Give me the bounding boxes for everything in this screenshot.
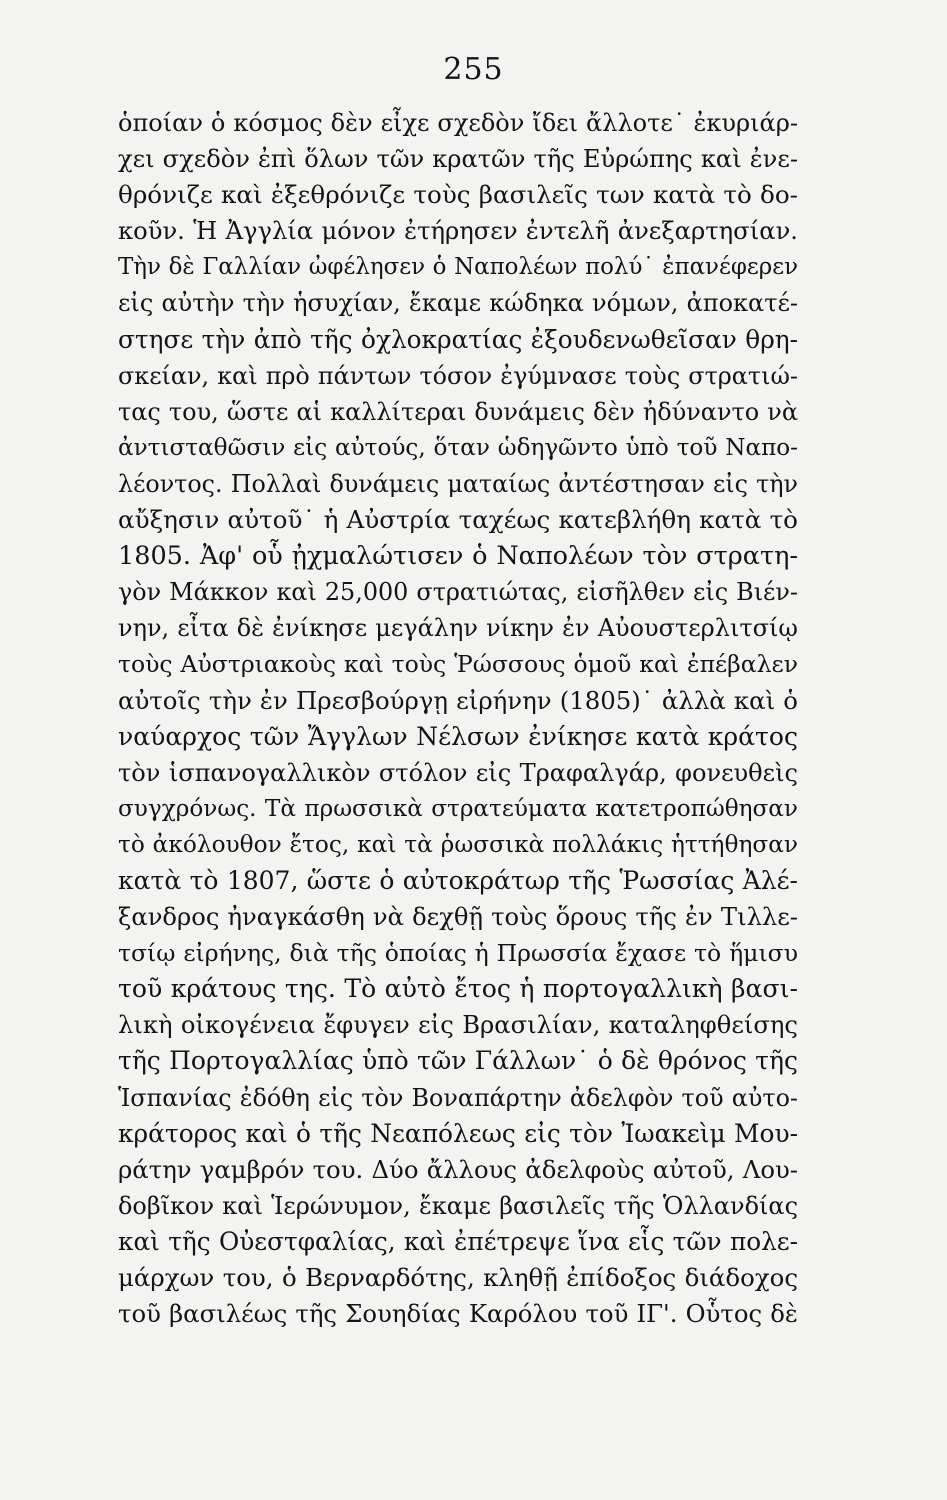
text-line: Τὴν δὲ Γαλλίαν ὠφέλησεν ὁ Ναπολέων πολύ˙ ἐπανέφερεν — [118, 254, 798, 281]
text-line: ράτην γαμβρόν του. Δύο ἄλλους ἀδελφοὺς αὐτοῦ, Λου- — [118, 1154, 798, 1184]
text-line: κοῦν. Ἡ Ἀγγλία μόνον ἐτήρησεν ἐντελῆ ἀνεξαρτησίαν. — [118, 217, 798, 246]
text-line: λέοντος. Πολλαὶ δυνάμεις ματαίως ἀντέστησαν εἰς τὴν — [118, 469, 798, 498]
text-line: σκείαν, καὶ πρὸ πάντων τόσον ἐγύμνασε τοὺς στρατιώ- — [118, 361, 798, 390]
text-line: ἀντισταθῶσιν εἰς αὐτούς, ὅταν ὡδηγῶντο ὑπὸ τοῦ Ναπο- — [118, 434, 798, 461]
text-line: μάρχων του, ὁ Βερναρδότης, κληθῇ ἐπίδοξος διάδοχος — [118, 1263, 798, 1292]
text-line: τας του, ὥστε αἱ καλλίτεραι δυνάμεις δὲν ἠδύναντο νὰ — [118, 397, 798, 426]
text-line: τὸν ἱσπανογαλλικὸν στόλον εἰς Τραφαλγάρ, φονευθεὶς — [118, 758, 798, 787]
text-line: ναύαρχος τῶν Ἄγγλων Νέλσων ἐνίκησε κατὰ κράτος — [118, 721, 798, 751]
text-line: δοβῖκον καὶ Ἱερώνυμον, ἔκαμε βασιλεῖς τῆς Ὁλλανδίας — [118, 1191, 798, 1220]
text-line: λικὴ οἰκογένεια ἔφυγεν εἰς Βρασιλίαν, καταληφθείσης — [118, 1011, 798, 1040]
text-line: αὔξησιν αὐτοῦ˙ ἡ Αὐστρία ταχέως κατεβλήθη κατὰ τὸ — [118, 505, 798, 535]
text-line: τῆς Πορτογαλλίας ὑπὸ τῶν Γάλλων˙ ὁ δὲ θρόνος τῆς — [118, 1046, 798, 1076]
page-body-text — [118, 105, 798, 1332]
text-line: 1805. Ἀφ' οὗ ᾐχμαλώτισεν ὁ Ναπολέων τὸν στρατη- — [118, 541, 798, 572]
text-line: τοὺς Αὐστριακοὺς καὶ τοὺς Ῥώσσους ὁμοῦ καὶ ἐπέβαλεν — [118, 650, 798, 679]
text-line: χει σχεδὸν ἐπὶ ὅλων τῶν κρατῶν τῆς Εὐρώπης καὶ ἐνε- — [118, 145, 798, 174]
text-line: τσίῳ εἰρήνης, διὰ τῆς ὁποίας ἡ Πρωσσία ἔχασε τὸ ἥμισυ — [118, 939, 798, 968]
text-line: ὁποίαν ὁ κόσμος δὲν εἶχε σχεδὸν ἴδει ἄλλοτε˙ ἐκυριάρ- — [118, 109, 798, 137]
page-number: 255 — [443, 52, 504, 87]
text-line: στησε τὴν ἀπὸ τῆς ὀχλοκρατίας ἐξουδενωθεῖσαν θρη- — [118, 324, 798, 354]
text-line: τὸ ἀκόλουθον ἔτος, καὶ τὰ ῥωσσικὰ πολλάκις ἡττήθησαν — [118, 830, 798, 858]
text-line: συγχρόνως. Τὰ πρωσσικὰ στρατεύματα κατετροπώθησαν — [118, 795, 798, 822]
text-line: εἰς αὐτὴν τὴν ἡσυχίαν, ἔκαμε κώδηκα νόμων, ἀποκατέ- — [118, 289, 798, 318]
text-line: κατὰ τὸ 1807, ὥστε ὁ αὐτοκράτωρ τῆς Ῥωσσίας Ἀλέ- — [118, 865, 798, 895]
text-line: ξανδρος ἠναγκάσθη νὰ δεχθῇ τοὺς ὅρους τῆς ἐν Τιλλε- — [118, 903, 798, 932]
text-line: γὸν Μάκκον καὶ 25,000 στρατιώτας, εἰσῆλθεν εἰς Βιέν- — [118, 578, 798, 607]
text-line: τοῦ βασιλέως τῆς Σουηδίας Καρόλου τοῦ ΙΓ'. Οὗτος δὲ — [118, 1299, 798, 1329]
text-line: καὶ τῆς Οὐεστφαλίας, καὶ ἐπέτρεψε ἵνα εἷς τῶν πολε- — [118, 1226, 798, 1256]
text-line: θρόνιζε καὶ ἐξεθρόνιζε τοὺς βασιλεῖς των κατὰ τὸ δο- — [118, 180, 798, 210]
text-line: Ἱσπανίας ἐδόθη εἰς τὸν Βοναπάρτην ἀδελφὸν τοῦ αὐτο- — [118, 1083, 798, 1112]
text-line: τοῦ κράτους της. Τὸ αὐτὸ ἔτος ἡ πορτογαλλικὴ βασι- — [118, 974, 798, 1004]
text-line: αὐτοῖς τὴν ἐν Πρεσβούργῃ εἰρήνην (1805)˙ ἀλλὰ καὶ ὁ — [118, 685, 798, 715]
text-line: κράτορος καὶ ὁ τῆς Νεαπόλεως εἰς τὸν Ἰωακεὶμ Μου- — [118, 1118, 798, 1148]
text-line: νην, εἶτα δὲ ἐνίκησε μεγάλην νίκην ἐν Αὐουστερλιτσίῳ — [118, 614, 798, 643]
